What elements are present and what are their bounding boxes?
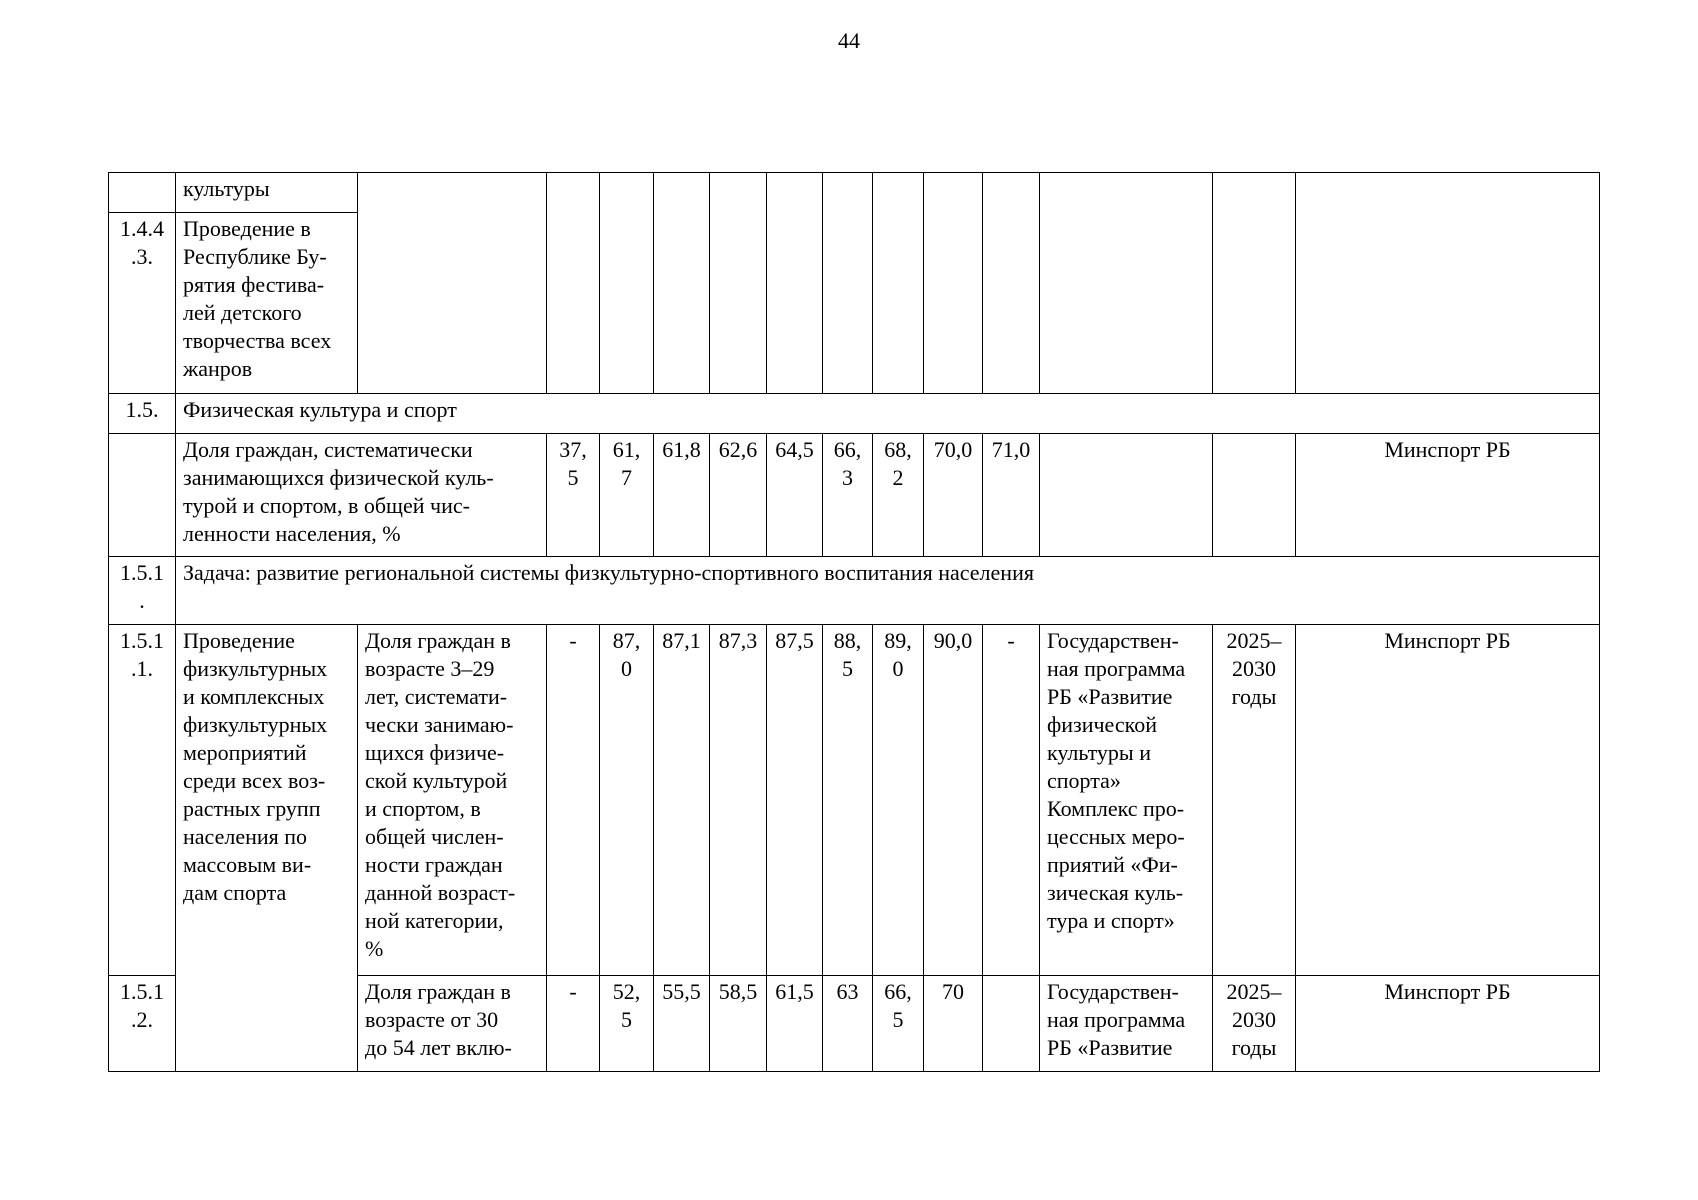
value-cell: 90,0	[924, 625, 983, 976]
table-row	[109, 434, 1600, 557]
value-cell: 37, 5	[547, 434, 600, 557]
program-table	[108, 172, 1600, 1072]
program-cell: Государствен- ная программа РБ «Развитие	[1040, 976, 1213, 1072]
period-cell: 2025– 2030 годы	[1213, 625, 1296, 976]
period-cell	[1213, 434, 1296, 557]
value-cell: 55,5	[654, 976, 710, 1072]
value-cell: 87,1	[654, 625, 710, 976]
event-name-cell: Проведение в Республике Бу- рятия фестива- лей детского творчества всех жанров	[176, 213, 358, 394]
indicator-cell: Доля граждан в возрасте 3–29 лет, системати- чески занимаю- щихся физиче- ской культурой и спортом, в общей числен- ности граждан данной возраст- ной категории, %	[358, 625, 547, 976]
value-cell	[983, 976, 1040, 1072]
indicator-cell	[358, 173, 547, 394]
value-cell: 61,5	[767, 976, 823, 1072]
value-cell: 68, 2	[873, 434, 924, 557]
table-row	[109, 625, 1600, 976]
value-cell: 71,0	[983, 434, 1040, 557]
value-cell: 70	[924, 976, 983, 1072]
row-number-cell	[109, 434, 176, 557]
value-cell: 87,3	[710, 625, 767, 976]
responsible-cell: Минспорт РБ	[1296, 625, 1600, 976]
row-number-cell: 1.5.1 .1.	[109, 625, 176, 976]
responsible-cell	[1296, 173, 1600, 394]
value-cell: 88, 5	[823, 625, 873, 976]
value-cell: 63	[823, 976, 873, 1072]
value-cell: 61,8	[654, 434, 710, 557]
section-title: Физическая культура и спорт	[176, 394, 1600, 434]
value-cell: -	[547, 976, 600, 1072]
value-cell: 66, 3	[823, 434, 873, 557]
value-cell: 66, 5	[873, 976, 924, 1072]
responsible-cell: Минспорт РБ	[1296, 976, 1600, 1072]
period-cell: 2025– 2030 годы	[1213, 976, 1296, 1072]
indicator-cell: Доля граждан в возрасте от 30 до 54 лет вклю-	[358, 976, 547, 1072]
value-cell: 52, 5	[600, 976, 654, 1072]
period-cell	[1213, 173, 1296, 394]
program-cell	[1040, 434, 1213, 557]
value-cell: -	[547, 625, 600, 976]
row-number-cell: 1.5.	[109, 394, 176, 434]
value-cell: 70,0	[924, 434, 983, 557]
value-cell: 61, 7	[600, 434, 654, 557]
event-name-cell: Проведение физкультурных и комплексных физкультурных мероприятий среди всех воз- растных групп населения по массовым ви- дам спорта	[176, 625, 358, 1072]
program-cell	[1040, 173, 1213, 394]
page-number: 44	[838, 28, 860, 53]
row-number-cell	[109, 173, 176, 213]
responsible-cell: Минспорт РБ	[1296, 434, 1600, 557]
event-name-cell: культуры	[176, 173, 358, 213]
value-cell: 58,5	[710, 976, 767, 1072]
value-cell: 87, 0	[600, 625, 654, 976]
indicator-cell: Доля граждан, систематически занимающихся физической куль- турой и спортом, в общей чис- ленности населения, %	[176, 434, 547, 557]
row-number-cell: 1.4.4 .3.	[109, 213, 176, 394]
program-cell: Государствен- ная программа РБ «Развитие физической культуры и спорта» Комплекс про- цессных меро- приятий «Фи- зическая куль- тура и спорт»	[1040, 625, 1213, 976]
task-title: Задача: развитие региональной системы физкультурно-спортивного воспитания населения	[176, 557, 1600, 625]
table-row	[109, 173, 1600, 213]
row-number-cell: 1.5.1 .	[109, 557, 176, 625]
row-number-cell: 1.5.1 .2.	[109, 976, 176, 1072]
value-cell: 89, 0	[873, 625, 924, 976]
value-cell: 64,5	[767, 434, 823, 557]
section-row	[109, 557, 1600, 625]
value-cell: 87,5	[767, 625, 823, 976]
section-row	[109, 394, 1600, 434]
value-cell: 62,6	[710, 434, 767, 557]
value-cell: -	[983, 625, 1040, 976]
